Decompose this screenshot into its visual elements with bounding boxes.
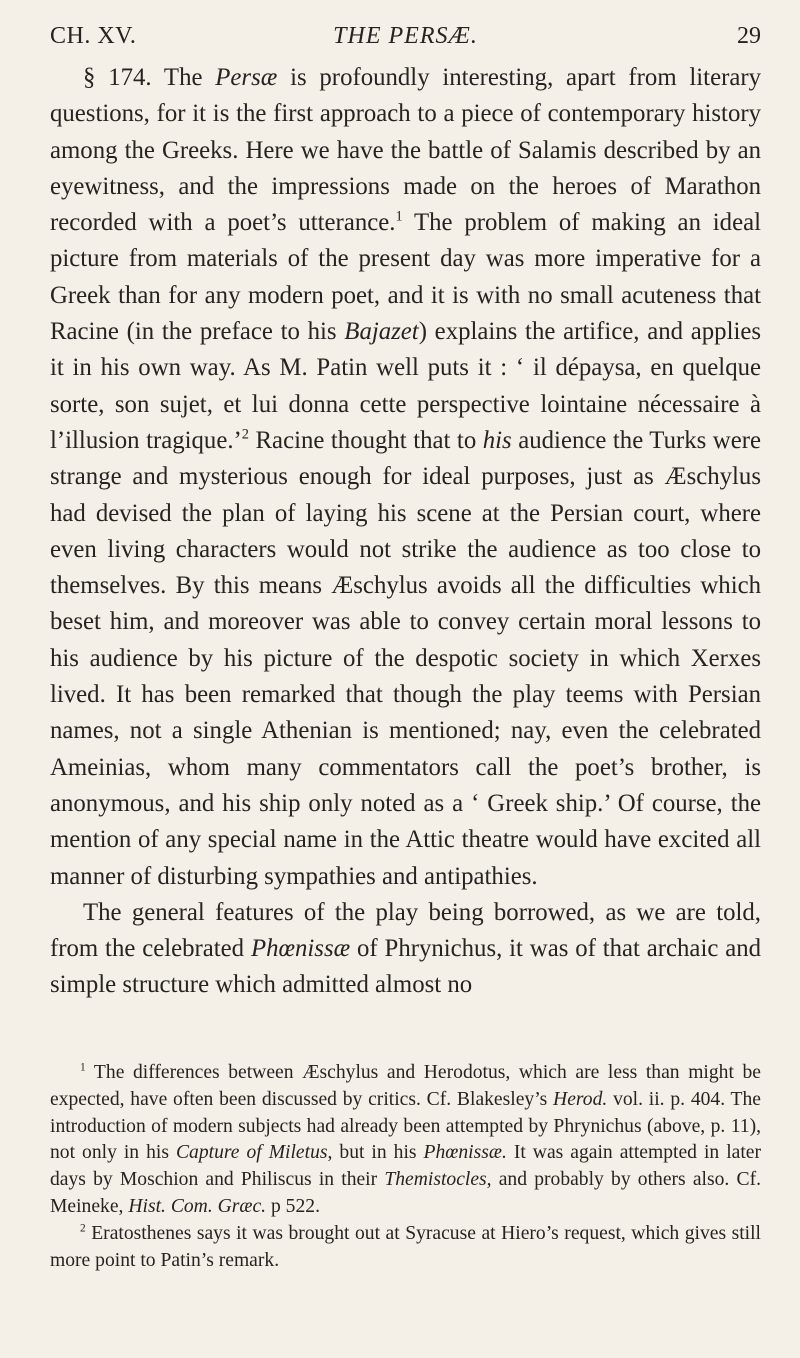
work-title-capture-of-miletus: Capture of Miletus	[175, 1142, 328, 1164]
footnotes	[50, 1060, 761, 1274]
running-title: THE PERSÆ.	[333, 23, 478, 49]
footnote-ref-1: 1	[395, 208, 403, 225]
text-run: audience the Turks were strange and mysterious enough for ideal purposes, just as Æschylus had devised the plan of laying his scene at the Persian court, where even living characters would not strike the audience as too close to themselves. By this means Æschylus avoids all the difficulties which beset him, and moreover was able to convey certain moral lessons to his audience by his picture of the despotic society in which Xerxes lived. It has been remarked that though the play teems with Persian names, not a single Athenian is mentioned; nay, even the celebrated Ameinias, whom many commentators call the poet’s brother, is anonymous, and his ship only noted as a ‘ Greek ship.’ Of course, the mention of any special name in the Attic theatre would have excited all manner of disturbing sympathies and antipathies.	[50, 426, 761, 890]
work-title-bajazet: Bajazet	[344, 318, 419, 346]
paragraph-section-174	[50, 60, 761, 895]
running-header	[50, 16, 761, 56]
work-title-phoenissae: Phœnissæ.	[423, 1142, 507, 1164]
main-text	[50, 60, 761, 1004]
work-title-themistocles: Themistocles	[384, 1169, 487, 1191]
text-run: is profoundly interesting, apart from literary questions, for it is the first approach to a piece of contemporary history among the Greeks. Here we have the battle of Salamis described by an eyewitness, and the impressions made on the heroes of Marathon recorded with a poet’s utterance.	[50, 64, 761, 237]
text-run: Eratosthenes says it was brought out at Syracuse at Hiero’s request, which gives still more point to Patin’s remark.	[50, 1222, 761, 1271]
text-run: , and probably by others also. Cf. Meineke,	[50, 1169, 761, 1217]
chapter-label: CH. XV.	[50, 23, 137, 49]
page-number: 29	[737, 23, 761, 49]
footnote-1	[50, 1060, 761, 1221]
paragraph-general-features	[50, 895, 761, 1004]
work-title-herod: Herod.	[553, 1088, 608, 1110]
text-run: of Phrynichus, it was of that archaic and simple structure which admitted almost no	[50, 935, 761, 999]
footnote-marker-2: 2	[80, 1222, 86, 1235]
text-run: ) explains the artifice, and applies it in his own way. As M. Patin well puts it : ‘ il dépaysa, en quelque sorte, son sujet, et lui donna cette perspective lointaine nécessaire à l’illusion tragique.’	[50, 318, 762, 454]
text-run: vol. ii. p. 404. The introduction of modern subjects had already been attempted by Phrynichus (above, p. 11), not only in his	[50, 1088, 761, 1164]
text-run: § 174. The	[83, 64, 216, 91]
text-run: It was again attempted in later days by Moschion and Philiscus in their	[50, 1142, 762, 1191]
text-run: , but in his	[327, 1142, 424, 1164]
text-run: Racine thought that to	[248, 426, 483, 454]
text-run: The general features of the play being borrowed, as we are told, from the celebrated	[50, 898, 761, 963]
text-run: The differences between Æschylus and Herodotus, which are less than might be expected, have often been discussed by critics. Cf. Blakesley’s	[50, 1062, 761, 1110]
work-title-phoenissae: Phœnissæ	[250, 935, 351, 963]
text-run: p 522.	[266, 1195, 320, 1217]
footnote-ref-2: 2	[241, 426, 249, 443]
work-title-hist-com-graec: Hist. Com. Græc.	[128, 1195, 267, 1217]
footnote-2	[50, 1221, 761, 1275]
footnote-marker-1: 1	[80, 1061, 86, 1074]
emphasis-his: his	[482, 426, 512, 454]
work-title-persae: Persæ	[215, 64, 278, 91]
text-run: The problem of making an ideal picture from materials of the present day was more imperative for a Greek than for any modern poet, and it is with no small acuteness that Racine (in the preface to his	[50, 209, 761, 346]
